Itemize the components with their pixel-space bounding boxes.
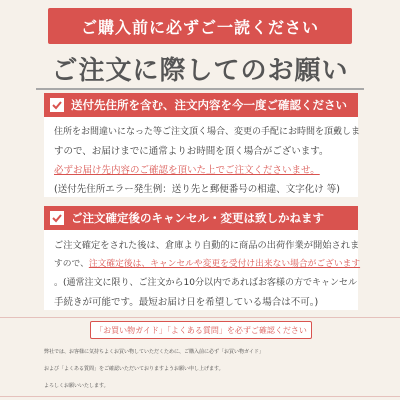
guide-text: 「お買い物ガイド」「よくある質問」を必ずご確認ください <box>95 325 307 335</box>
section1-line: 住所をお間違いになった等ご注文頂く場合、変更の手配にお時間を頂戴しま <box>54 127 361 137</box>
section1-line: 必ずお届け先内容のご確認を頂いた上でご注文くださいませ。 <box>54 165 320 176</box>
section1-body <box>44 117 361 197</box>
footer-divider <box>0 317 400 318</box>
section2-header <box>44 206 358 230</box>
footer-bottom-divider <box>0 396 400 397</box>
section2-heading: ご注文確定後のキャンセル・変更は致しかねます <box>71 211 324 225</box>
section1-line: すので、お届けまでに通常よりお時間を頂く場合がございます。 <box>54 146 329 157</box>
section2-line: 手続きが可能です。最短お届け日を希望している場合は不可。) <box>54 297 319 308</box>
section1-header <box>44 93 358 117</box>
check-square-icon <box>50 98 64 112</box>
top-banner <box>48 8 352 44</box>
check-square-icon <box>50 211 64 225</box>
section2-body <box>44 230 361 310</box>
section2-line: ご注文確定をされた後は、倉庫より自動的に商品の出荷作業が開始されま <box>54 240 360 251</box>
page-title: ご注文に際してのお願い <box>51 56 349 86</box>
title-divider <box>36 88 364 90</box>
banner-text: ご購入前に必ずご一読ください <box>80 17 319 37</box>
guide-box <box>90 321 312 339</box>
footer-line: および「よくある質問」をご確認いただいておりますようお願い申し上げます。 <box>44 366 224 372</box>
section2-line: すので、注文確定後は、キャンセルや変更を受付け出来ない場合がございます <box>54 259 361 269</box>
section2-line: 。(通常注文に限り、ご注文から10分以内であればお客様の方でキャンセル <box>54 278 357 288</box>
section1-line: (送付先住所エラー発生例：送り先と郵便番号の相違、文字化け 等) <box>54 184 340 195</box>
footer-text <box>44 344 364 395</box>
footer-line: よろしくお願いいたします。 <box>44 383 109 389</box>
footer-line: 弊社では、お客様に気持ちよくお買い物していただくために、ご購入前に必ず「お買い物ガイド」 <box>44 349 264 355</box>
section1-heading: 送付先住所を含む、注文内容を今一度ご確認ください <box>71 98 347 112</box>
